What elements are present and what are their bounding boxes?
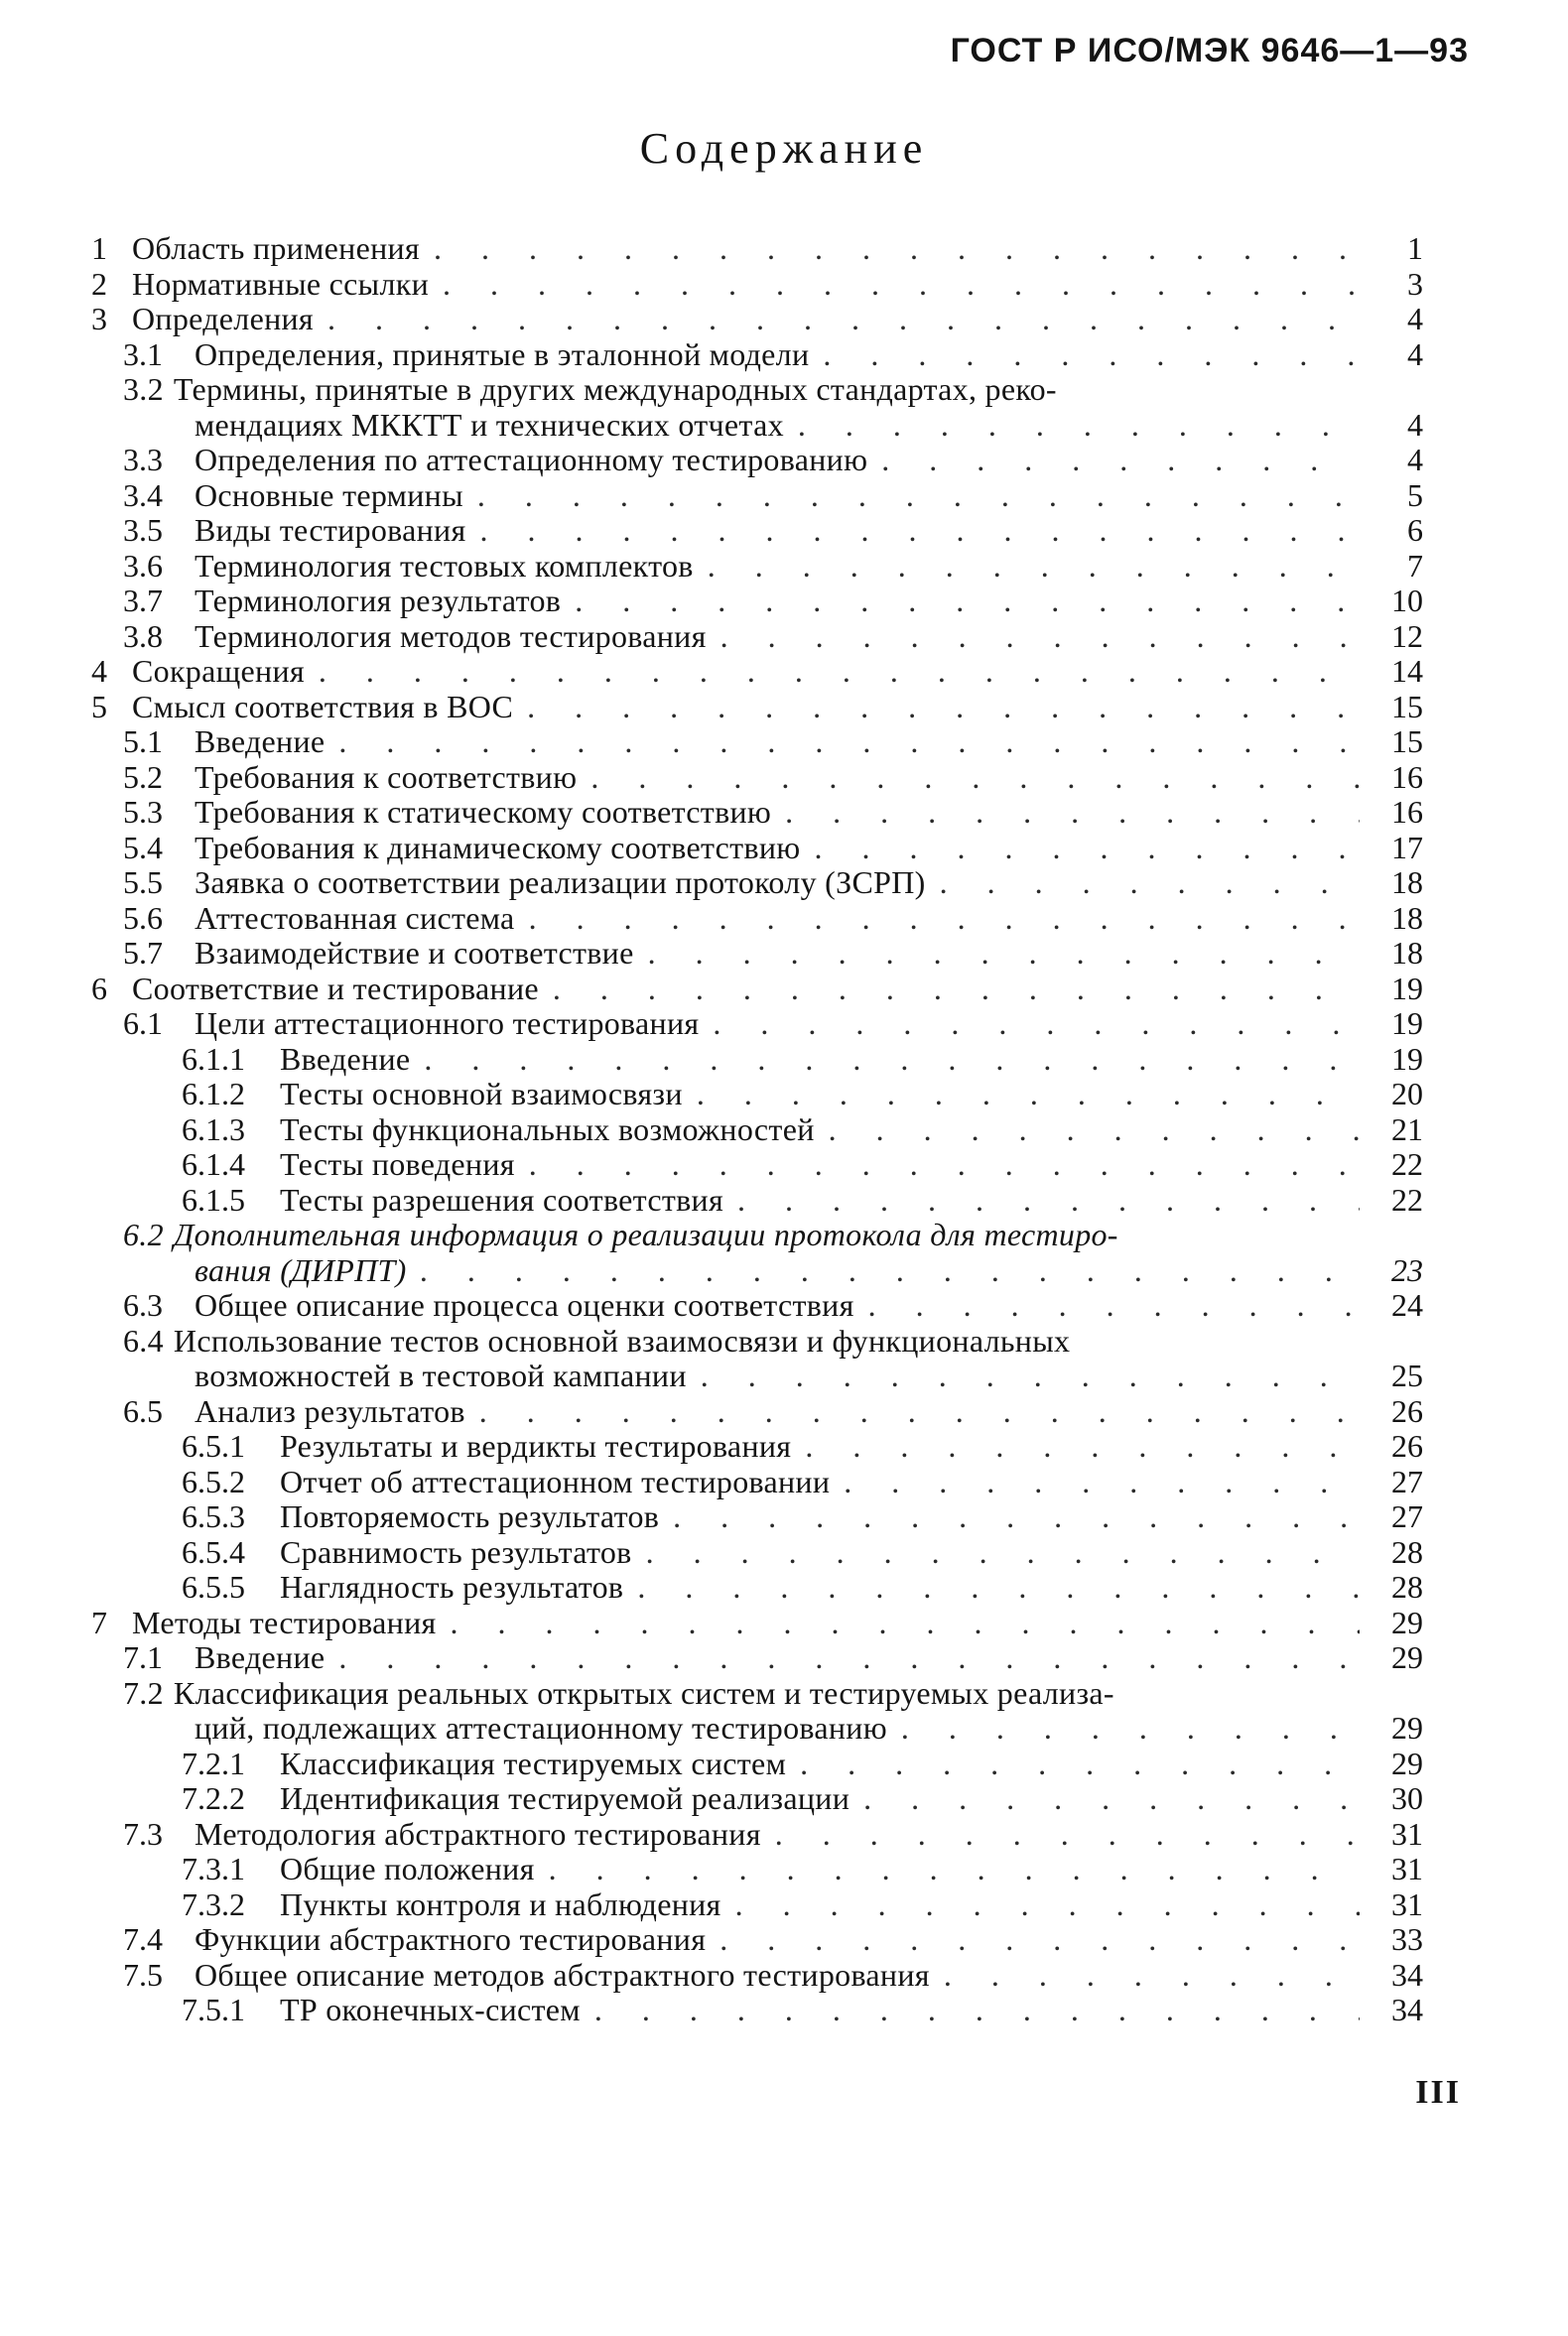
toc-dot-leader (479, 1393, 1360, 1429)
toc-entry[interactable] (0, 407, 1568, 443)
toc-entry-number: 7.3.2 (182, 1885, 245, 1922)
toc-dot-leader (594, 1992, 1360, 2027)
toc-entry[interactable] (0, 1886, 1568, 1922)
toc-dot-leader (814, 830, 1360, 865)
toc-entry-page-number: 31 (1391, 1885, 1423, 1922)
toc-entry-number: 2 (91, 265, 107, 302)
toc-entry-number: 5.2 (123, 758, 163, 795)
toc-dot-leader (590, 759, 1360, 795)
toc-entry-number: 4 (91, 653, 107, 689)
toc-entry-number: 6.5.2 (182, 1463, 245, 1499)
toc-dot-leader (737, 1182, 1360, 1218)
toc-entry-number: 6.5 (123, 1392, 163, 1429)
toc-entry-page-number: 15 (1391, 688, 1423, 724)
toc-entry-page-number: 18 (1391, 935, 1423, 971)
toc-dot-leader (646, 1534, 1360, 1570)
toc-dot-leader (575, 583, 1360, 618)
toc-entry[interactable] (0, 1534, 1568, 1570)
toc-entry-title: Методы тестирования (132, 1604, 437, 1640)
toc-entry-title: Виды тестирования (195, 512, 466, 548)
toc-entry-page-number: 10 (1391, 583, 1423, 618)
toc-entry-title: возможностей в тестовой кампании (195, 1358, 687, 1393)
toc-entry-number: 6 (91, 970, 107, 1006)
toc-entry-page-number: 30 (1391, 1780, 1423, 1816)
toc-entry[interactable] (0, 1498, 1568, 1534)
toc-entry[interactable] (0, 230, 1568, 266)
toc-entry-number: 6.5.4 (182, 1533, 245, 1570)
toc-dot-leader (421, 1252, 1360, 1288)
toc-entry-title: Смысл соответствия в ВОС (132, 688, 514, 724)
toc-dot-leader (480, 512, 1360, 548)
toc-entry[interactable] (0, 759, 1568, 795)
toc-entry-page-number: 12 (1391, 617, 1423, 654)
toc-dot-leader (327, 301, 1360, 336)
toc-entry-number: 3.4 (123, 476, 163, 513)
toc-entry-title: Результаты и вердикты тестирования (280, 1428, 792, 1464)
toc-entry-text-line (123, 1323, 1070, 1359)
toc-entry[interactable] (0, 1816, 1568, 1852)
toc-dot-leader (477, 477, 1360, 513)
toc-entry[interactable] (0, 1287, 1568, 1323)
toc-dot-leader (701, 1358, 1360, 1393)
toc-entry-title: Определения по аттестационному тестированию (195, 442, 868, 477)
toc-entry[interactable] (0, 1076, 1568, 1111)
toc-entry-page-number: 17 (1391, 829, 1423, 865)
toc-entry[interactable] (0, 1605, 1568, 1640)
toc-entry-number: 6.1.5 (182, 1181, 245, 1218)
toc-entry-title: Сравнимость результатов (280, 1533, 632, 1570)
toc-dot-leader (708, 548, 1360, 584)
toc-dot-leader (697, 1076, 1360, 1111)
toc-entry[interactable] (0, 336, 1568, 372)
toc-entry-page-number: 28 (1391, 1533, 1423, 1570)
toc-entry-page-number: 24 (1391, 1287, 1423, 1323)
toc-dot-leader (798, 407, 1360, 443)
toc-entry[interactable] (0, 900, 1568, 936)
toc-entry-number: 6.1.1 (182, 1040, 245, 1077)
toc-entry-title: Терминология методов тестирования (195, 617, 707, 654)
toc-entry-number: 5 (91, 688, 107, 724)
toc-entry[interactable] (0, 971, 1568, 1006)
toc-dot-leader (424, 1041, 1360, 1077)
toc-entry-number: 6.2 (123, 1217, 164, 1252)
toc-entry-title: Аттестованная система (195, 899, 515, 936)
toc-dot-leader (829, 1111, 1360, 1147)
toc-entry-number: 6.1.4 (182, 1146, 245, 1182)
toc-entry-page-number: 19 (1391, 1005, 1423, 1041)
toc-dot-leader (775, 1816, 1360, 1852)
toc-entry[interactable] (0, 301, 1568, 336)
toc-entry-title: Сокращения (132, 653, 305, 689)
toc-entry[interactable] (0, 1639, 1568, 1675)
toc-entry-number: 7.3 (123, 1815, 163, 1852)
toc-entry[interactable] (0, 512, 1568, 548)
toc-entry-number: 5.4 (123, 829, 163, 865)
toc-entry-number: 7.1 (123, 1639, 163, 1675)
toc-entry[interactable] (0, 1182, 1568, 1218)
toc-entry-page-number: 16 (1391, 794, 1423, 830)
toc-entry-title: Наглядность результатов (280, 1569, 624, 1605)
toc-dot-leader (637, 1569, 1360, 1605)
toc-entry-title: Введение (280, 1040, 411, 1077)
toc-entry[interactable] (0, 1428, 1568, 1464)
page-title: Содержание (639, 124, 929, 173)
toc-entry-number: 5.3 (123, 794, 163, 830)
toc-entry-title: Тесты разрешения соответствия (280, 1181, 723, 1218)
toc-entry-title: Терминология тестовых комплектов (195, 547, 694, 584)
toc-entry[interactable] (0, 442, 1568, 477)
toc-entry-title: Отчет об аттестационном тестировании (280, 1463, 831, 1499)
toc-entry-title: Нормативные ссылки (132, 265, 430, 302)
toc-entry-page-number: 27 (1391, 1498, 1423, 1534)
toc-entry[interactable] (0, 548, 1568, 584)
toc-dot-leader (844, 1464, 1360, 1499)
toc-entry-title: Требования к соответствию (195, 758, 578, 795)
toc-entry-page-number: 16 (1391, 758, 1423, 795)
toc-entry-title: Требования к динамическому соответствию (195, 829, 801, 865)
toc-entry-page-number: 29 (1391, 1710, 1423, 1746)
toc-entry-page-number: 19 (1391, 970, 1423, 1006)
toc-entry[interactable] (0, 653, 1568, 689)
toc-entry-title: Термины, принятые в других международных стандартах, реко- (173, 371, 1057, 407)
toc-entry[interactable] (0, 689, 1568, 724)
toc-dot-leader (863, 1780, 1360, 1816)
toc-entry-page-number: 15 (1391, 723, 1423, 759)
toc-entry-page-number: 22 (1391, 1181, 1423, 1218)
toc-entry-title: ций, подлежащих аттестационному тестированию (195, 1710, 887, 1746)
toc-entry-title: Общие положения (280, 1851, 535, 1886)
toc-entry[interactable] (0, 1041, 1568, 1077)
toc-entry[interactable] (0, 1464, 1568, 1499)
toc-dot-leader (451, 1605, 1360, 1640)
toc-entry-page-number: 29 (1391, 1745, 1423, 1781)
toc-entry-page-number: 20 (1391, 1076, 1423, 1111)
toc-entry-number: 3.7 (123, 583, 163, 618)
toc-entry-number: 3.5 (123, 512, 163, 548)
toc-entry-page-number: 6 (1407, 512, 1423, 548)
toc-entry-page-number: 26 (1391, 1428, 1423, 1464)
toc-entry-title: Область применения (132, 230, 420, 266)
toc-entry-number: 6.4 (123, 1322, 164, 1359)
toc-entry[interactable] (0, 935, 1568, 971)
document-standard-header: ГОСТ Р ИСО/МЭК 9646—1—93 (950, 32, 1469, 69)
toc-dot-leader (553, 971, 1360, 1006)
toc-entry[interactable] (0, 864, 1568, 900)
toc-entry[interactable] (0, 1710, 1568, 1746)
toc-entry-page-number: 25 (1391, 1358, 1423, 1393)
toc-entry-text-line (123, 1217, 1118, 1252)
toc-entry-title: Анализ результатов (195, 1392, 465, 1429)
toc-entry-number: 6.1 (123, 1005, 163, 1041)
toc-dot-leader (720, 618, 1360, 654)
toc-entry-page-number: 31 (1391, 1851, 1423, 1886)
toc-entry-page-number: 33 (1391, 1921, 1423, 1957)
toc-entry-title: Функции абстрактного тестирования (195, 1921, 707, 1957)
toc-entry-number: 1 (91, 230, 107, 266)
toc-entry[interactable] (0, 1005, 1568, 1041)
toc-dot-leader (881, 442, 1360, 477)
toc-entry-title: Использование тестов основной взаимосвязи и функциональных (173, 1322, 1071, 1359)
toc-entry[interactable] (0, 1957, 1568, 1993)
toc-dot-leader (319, 653, 1360, 689)
toc-entry[interactable] (0, 1393, 1568, 1429)
toc-entry-page-number: 18 (1391, 899, 1423, 936)
toc-entry-number: 3 (91, 301, 107, 336)
toc-dot-leader (800, 1746, 1360, 1781)
toc-dot-leader (901, 1710, 1360, 1746)
toc-entry-title: Определения (132, 301, 314, 336)
toc-entry-number: 3.3 (123, 442, 163, 477)
toc-entry-page-number: 14 (1391, 653, 1423, 689)
toc-dot-leader (529, 900, 1360, 936)
toc-entry[interactable] (0, 266, 1568, 302)
toc-entry[interactable] (0, 583, 1568, 618)
toc-entry-title: Основные термины (195, 476, 463, 513)
toc-entry-number: 3.2 (123, 371, 164, 407)
toc-entry-page-number: 5 (1407, 476, 1423, 513)
toc-entry-number: 3.8 (123, 617, 163, 654)
toc-entry-page-number: 26 (1391, 1392, 1423, 1429)
toc-entry-number: 3.1 (123, 335, 163, 372)
toc-dot-leader (868, 1287, 1360, 1323)
toc-entry-page-number: 19 (1391, 1040, 1423, 1077)
toc-entry-page-number: 3 (1407, 265, 1423, 302)
toc-entry-title: Пункты контроля и наблюдения (280, 1885, 721, 1922)
toc-entry-title: Тесты функциональных возможностей (280, 1110, 815, 1147)
toc-dot-leader (648, 935, 1360, 971)
toc-entry-page-number: 21 (1391, 1110, 1423, 1147)
toc-entry-title: Классификация тестируемых систем (280, 1745, 787, 1781)
toc-entry-number: 6.1.2 (182, 1076, 245, 1111)
toc-entry[interactable] (0, 618, 1568, 654)
toc-entry-page-number: 29 (1391, 1604, 1423, 1640)
toc-entry[interactable] (0, 830, 1568, 865)
toc-entry[interactable] (0, 1921, 1568, 1957)
toc-dot-leader (338, 1639, 1360, 1675)
toc-entry-page-number: 7 (1407, 547, 1423, 584)
toc-entry-number: 5.6 (123, 899, 163, 936)
toc-dot-leader (713, 1005, 1360, 1041)
toc-entry-number: 7.4 (123, 1921, 163, 1957)
toc-entry-title: Требования к статическому соответствию (195, 794, 772, 830)
toc-entry-page-number: 23 (1391, 1251, 1423, 1288)
toc-entry-number: 7.5 (123, 1956, 163, 1993)
toc-dot-leader (338, 723, 1360, 759)
toc-dot-leader (529, 1146, 1360, 1182)
toc-entry[interactable] (0, 1252, 1568, 1288)
toc-dot-leader (735, 1886, 1360, 1922)
toc-entry-number: 3.6 (123, 547, 163, 584)
toc-entry-title: Методология абстрактного тестирования (195, 1815, 761, 1852)
toc-dot-leader (527, 689, 1360, 724)
toc-dot-leader (805, 1428, 1360, 1464)
toc-entry-number: 5.7 (123, 935, 163, 971)
toc-entry-page-number: 4 (1407, 301, 1423, 336)
toc-entry-title: ТР оконечных-систем (280, 1992, 581, 2027)
toc-entry-page-number: 34 (1391, 1956, 1423, 1993)
toc-entry-page-number: 22 (1391, 1146, 1423, 1182)
toc-entry-number: 5.5 (123, 864, 163, 900)
toc-dot-leader (673, 1498, 1360, 1534)
toc-entry-number: 7.5.1 (182, 1992, 245, 2027)
toc-entry-number: 7.2 (123, 1674, 164, 1711)
toc-dot-leader (719, 1921, 1360, 1957)
toc-entry[interactable] (0, 477, 1568, 513)
toc-entry-title: Заявка о соответствии реализации протоколу (ЗСРП) (195, 864, 926, 900)
toc-entry-text-line (123, 371, 1057, 407)
toc-entry[interactable] (0, 1358, 1568, 1393)
toc-entry-number: 7.2.2 (182, 1780, 245, 1816)
toc-entry-page-number: 1 (1407, 230, 1423, 266)
toc-entry-title: Введение (195, 723, 326, 759)
toc-dot-leader (823, 336, 1360, 372)
toc-entry-title: Введение (195, 1639, 326, 1675)
toc-entry-number: 6.5.1 (182, 1428, 245, 1464)
toc-entry-page-number: 4 (1407, 335, 1423, 372)
toc-entry-title: Общее описание процесса оценки соответствия (195, 1287, 854, 1323)
toc-entry-title: Общее описание методов абстрактного тестирования (195, 1956, 930, 1993)
toc-entry-number: 6.3 (123, 1287, 163, 1323)
toc-entry-page-number: 4 (1407, 406, 1423, 443)
toc-entry-title: Повторяемость результатов (280, 1498, 660, 1534)
toc-dot-leader (785, 794, 1360, 830)
toc-entry-title: Взаимодействие и соответствие (195, 935, 634, 971)
toc-entry[interactable] (0, 1780, 1568, 1816)
toc-entry-number: 5.1 (123, 723, 163, 759)
toc-entry-number: 7.2.1 (182, 1745, 245, 1781)
toc-entry-text-line (123, 1675, 1114, 1711)
toc-entry[interactable] (0, 1569, 1568, 1605)
toc-entry-page-number: 29 (1391, 1639, 1423, 1675)
toc-entry-page-number: 18 (1391, 864, 1423, 900)
page-folio: III (1415, 2074, 1461, 2111)
toc-entry-title: Соответствие и тестирование (132, 970, 539, 1006)
toc-dot-leader (940, 864, 1360, 900)
toc-entry-title: Терминология результатов (195, 583, 562, 618)
toc-entry-title: Цели аттестационного тестирования (195, 1005, 700, 1041)
toc-entry[interactable] (0, 723, 1568, 759)
toc-entry-title: Дополнительная информация о реализации протокола для тестиро- (173, 1217, 1118, 1252)
toc-entry-title: Идентификация тестируемой реализации (280, 1780, 850, 1816)
toc-dot-leader (443, 266, 1360, 302)
toc-entry-number: 7 (91, 1604, 107, 1640)
toc-entry-number: 7.3.1 (182, 1851, 245, 1886)
toc-entry[interactable] (0, 1851, 1568, 1886)
toc-entry-title: вания (ДИРПТ) (195, 1251, 407, 1288)
toc-entry-page-number: 28 (1391, 1569, 1423, 1605)
toc-entry-page-number: 4 (1407, 442, 1423, 477)
toc-entry-title: Тесты основной взаимосвязи (280, 1076, 683, 1111)
toc-entry-title: мендациях МККТТ и технических отчетах (195, 406, 784, 443)
toc-entry[interactable] (0, 1746, 1568, 1781)
toc-entry[interactable] (0, 1146, 1568, 1182)
toc-entry-page-number: 34 (1391, 1992, 1423, 2027)
toc-dot-leader (434, 230, 1360, 266)
toc-entry-title: Определения, принятые в эталонной модели (195, 335, 810, 372)
toc-entry-page-number: 31 (1391, 1815, 1423, 1852)
toc-entry-number: 6.5.3 (182, 1498, 245, 1534)
toc-entry-page-number: 27 (1391, 1463, 1423, 1499)
toc-entry-title: Классификация реальных открытых систем и тестируемых реализа- (173, 1674, 1114, 1711)
toc-entry[interactable] (0, 794, 1568, 830)
toc-dot-leader (944, 1957, 1360, 1993)
toc-entry-title: Тесты поведения (280, 1146, 515, 1182)
toc-entry-number: 6.1.3 (182, 1110, 245, 1147)
toc-entry[interactable] (0, 1992, 1568, 2027)
toc-entry-number: 6.5.5 (182, 1569, 245, 1605)
toc-dot-leader (549, 1851, 1360, 1886)
toc-entry[interactable] (0, 1111, 1568, 1147)
